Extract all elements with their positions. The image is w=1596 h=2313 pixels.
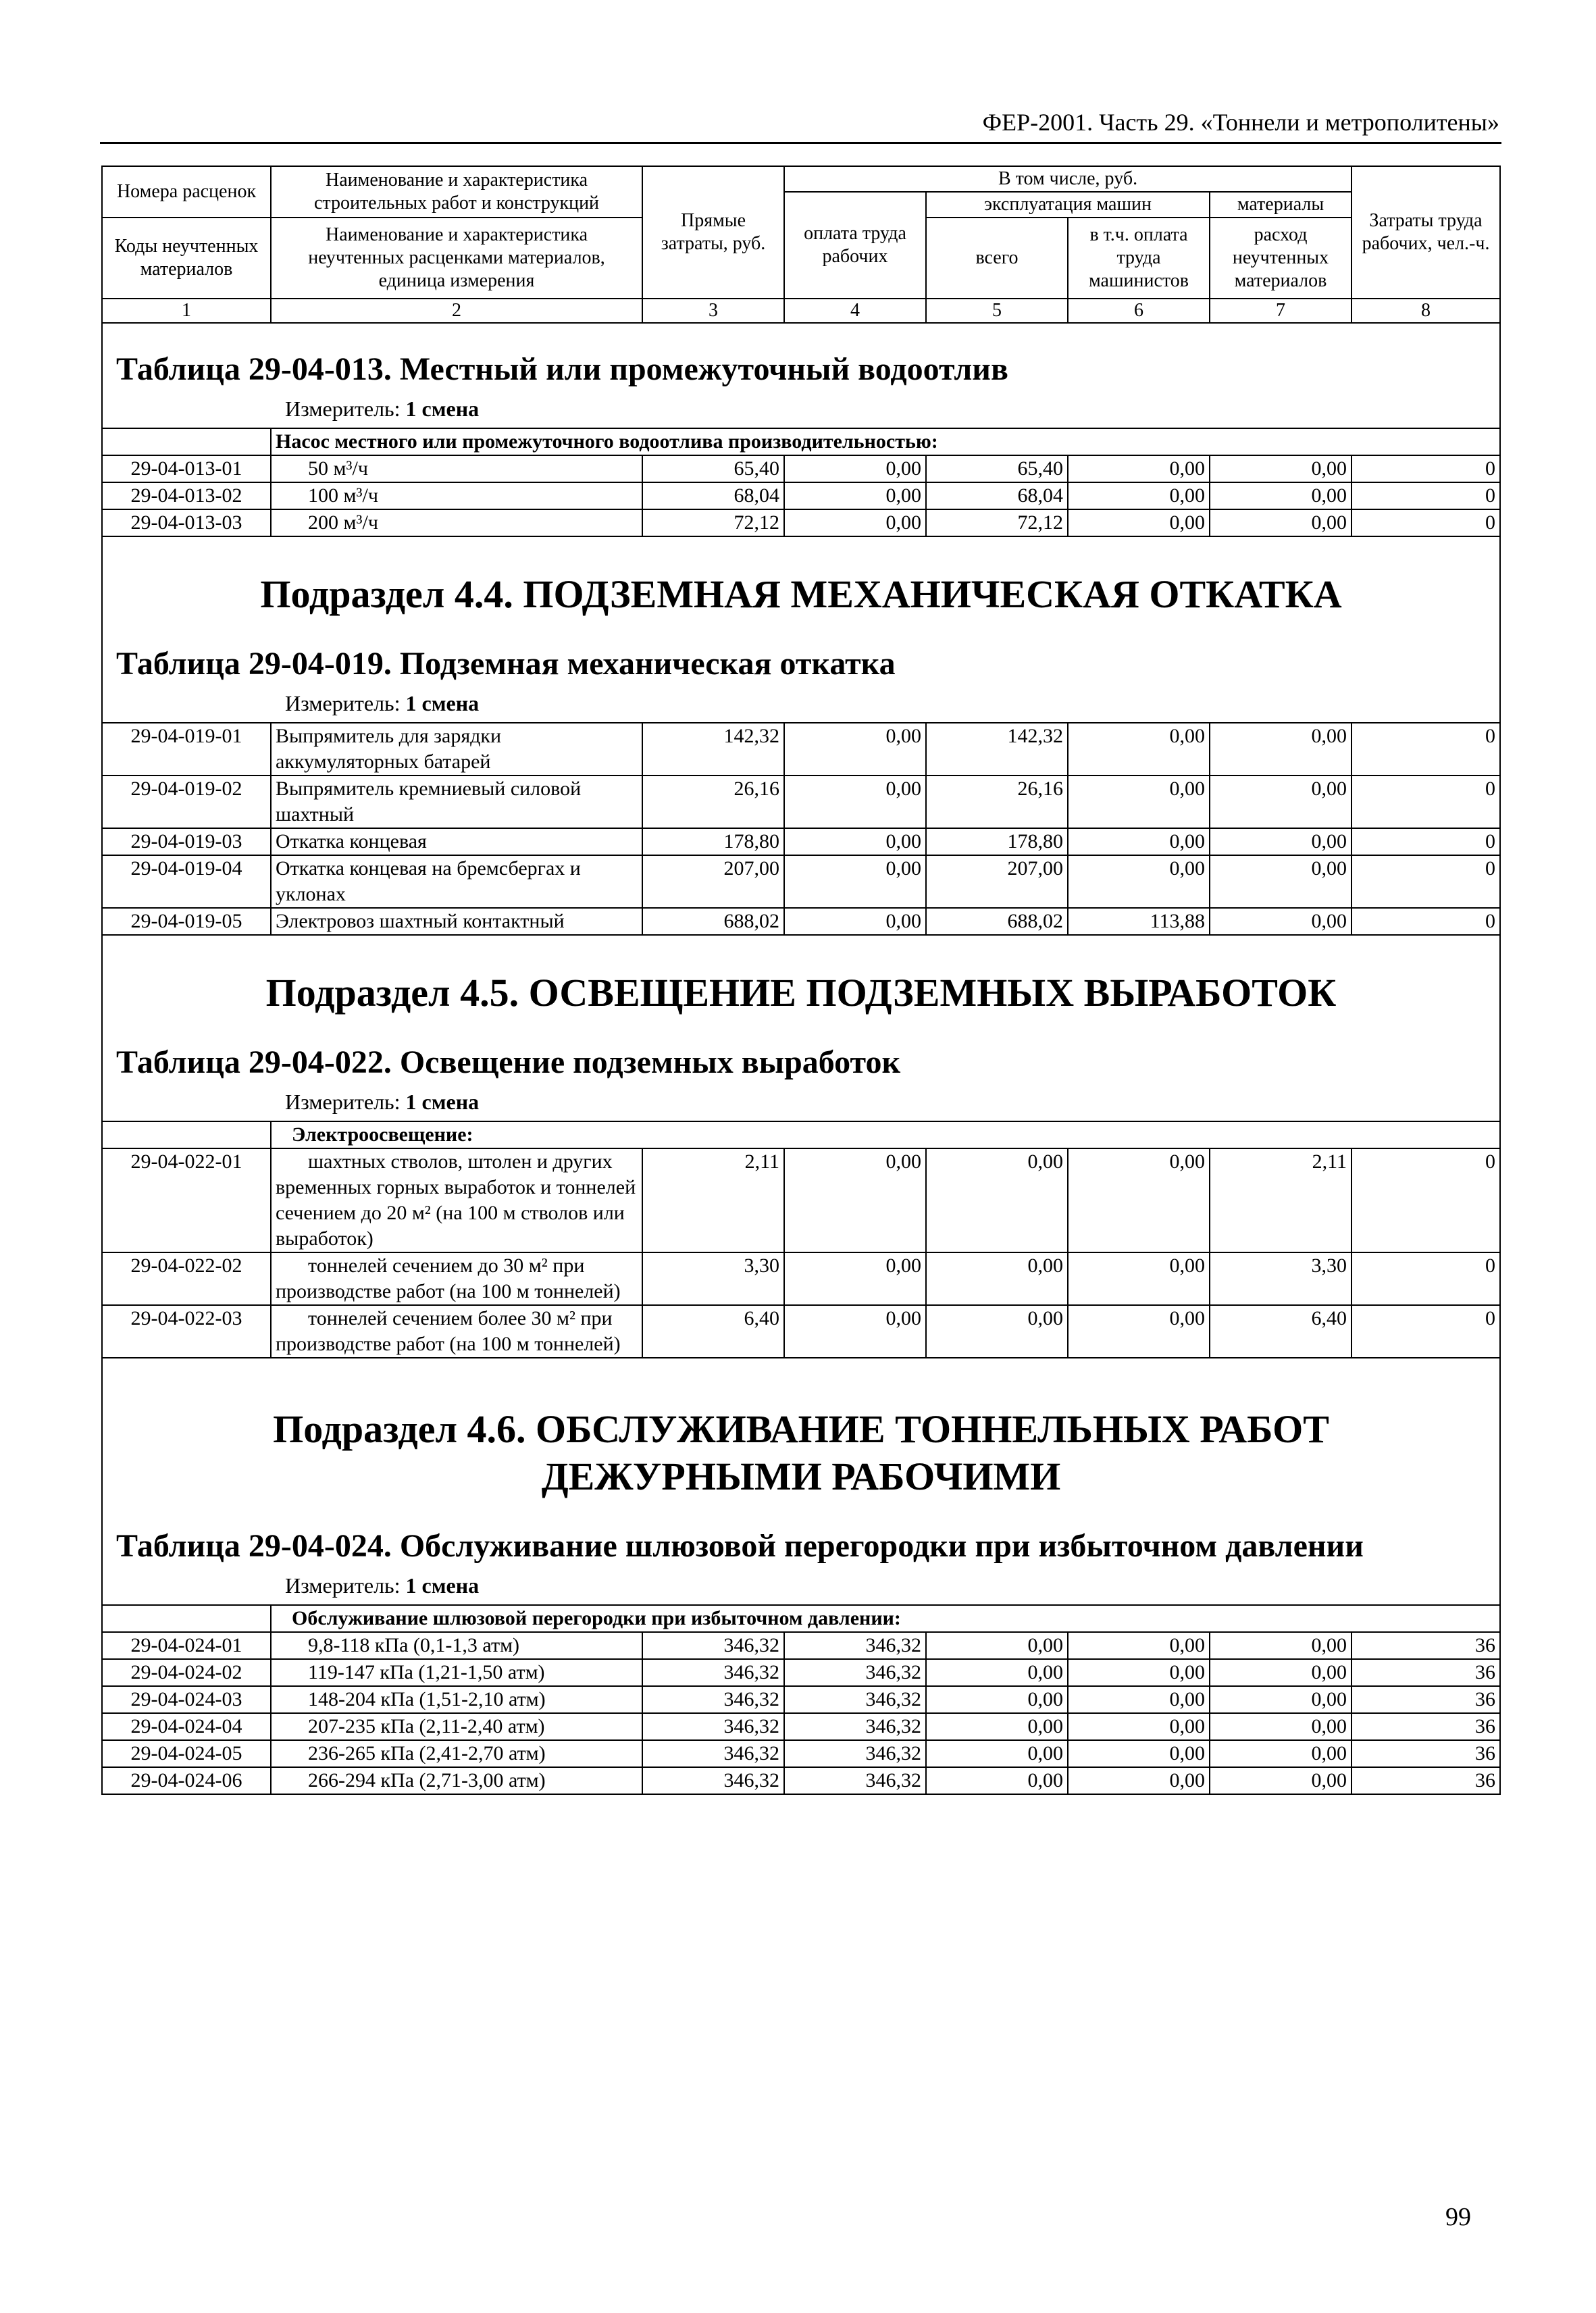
machines-total: 68,04	[926, 482, 1068, 509]
table-row	[102, 908, 1500, 935]
labor-cost: 36	[1352, 1767, 1500, 1794]
labor-cost: 0	[1352, 1305, 1500, 1358]
labor-pay: 0,00	[784, 1305, 926, 1358]
machines-total: 26,16	[926, 776, 1068, 828]
machines-total: 207,00	[926, 855, 1068, 908]
labor-cost: 36	[1352, 1686, 1500, 1713]
machines-total: 0,00	[926, 1767, 1068, 1794]
measure-line	[103, 683, 1499, 722]
materials: 0,00	[1210, 855, 1352, 908]
machinists-pay: 0,00	[1068, 509, 1210, 536]
rate-name: 50 м³/ч	[271, 455, 642, 482]
materials: 0,00	[1210, 723, 1352, 776]
materials: 3,30	[1210, 1252, 1352, 1305]
rate-name: 266-294 кПа (2,71-3,00 атм)	[271, 1767, 642, 1794]
direct-costs: 688,02	[642, 908, 784, 935]
header-machines: эксплуатация машин	[926, 192, 1210, 218]
table-title: Таблица 29-04-013. Местный или промежуточный водоотлив	[116, 351, 1008, 387]
machinists-pay: 0,00	[1068, 1686, 1210, 1713]
measure-label: Измеритель:	[285, 691, 401, 715]
group-heading: Насос местного или промежуточного водоотлива производительностью:	[271, 428, 1500, 455]
labor-cost: 36	[1352, 1713, 1500, 1740]
table-row	[102, 509, 1500, 536]
labor-pay: 0,00	[784, 776, 926, 828]
table-row	[102, 1713, 1500, 1740]
labor-cost: 0	[1352, 908, 1500, 935]
materials: 0,00	[1210, 509, 1352, 536]
materials: 0,00	[1210, 828, 1352, 855]
rate-code: 29-04-024-06	[102, 1767, 271, 1794]
rate-name: 119-147 кПа (1,21-1,50 атм)	[271, 1659, 642, 1686]
machines-total: 178,80	[926, 828, 1068, 855]
direct-costs: 65,40	[642, 455, 784, 482]
rate-code: 29-04-019-02	[102, 776, 271, 828]
rate-code: 29-04-013-03	[102, 509, 271, 536]
page-content	[101, 166, 1499, 1795]
rate-code: 29-04-022-01	[102, 1148, 271, 1252]
header-rule	[100, 142, 1501, 144]
machinists-pay: 0,00	[1068, 723, 1210, 776]
table-title: Таблица 29-04-022. Освещение подземных выработок	[116, 1044, 901, 1080]
machines-total: 0,00	[926, 1659, 1068, 1686]
labor-pay: 0,00	[784, 855, 926, 908]
labor-cost: 0	[1352, 1252, 1500, 1305]
machinists-pay: 0,00	[1068, 828, 1210, 855]
header-labor-cost: Затраты труда рабочих, чел.-ч.	[1352, 166, 1500, 299]
table-title: Таблица 29-04-024. Обслуживание шлюзовой перегородки при избыточном давлении	[116, 1528, 1364, 1564]
rate-code: 29-04-019-05	[102, 908, 271, 935]
subsection-title: Подраздел 4.6. ОБСЛУЖИВАНИЕ ТОННЕЛЬНЫХ РАБОТ ДЕЖУРНЫМИ РАБОЧИМИ	[273, 1407, 1329, 1498]
table-row	[102, 1632, 1500, 1659]
rate-name: Откатка концевая	[271, 828, 642, 855]
labor-cost: 0	[1352, 455, 1500, 482]
direct-costs: 2,11	[642, 1148, 784, 1252]
labor-pay: 0,00	[784, 509, 926, 536]
direct-costs: 6,40	[642, 1305, 784, 1358]
direct-costs: 72,12	[642, 509, 784, 536]
machinists-pay: 113,88	[1068, 908, 1210, 935]
table-row	[102, 1252, 1500, 1305]
labor-pay: 0,00	[784, 1252, 926, 1305]
table-row	[102, 1659, 1500, 1686]
machines-total: 142,32	[926, 723, 1068, 776]
rate-name: 148-204 кПа (1,51-2,10 атм)	[271, 1686, 642, 1713]
rate-name: 207-235 кПа (2,11-2,40 атм)	[271, 1713, 642, 1740]
materials: 0,00	[1210, 455, 1352, 482]
labor-pay: 0,00	[784, 723, 926, 776]
table-row	[102, 1305, 1500, 1358]
table-29-04-024	[102, 1358, 1500, 1794]
machinists-pay: 0,00	[1068, 482, 1210, 509]
table-29-04-022	[102, 935, 1500, 1358]
page-number: 99	[1445, 2203, 1471, 2231]
materials: 0,00	[1210, 482, 1352, 509]
direct-costs: 207,00	[642, 855, 784, 908]
materials: 0,00	[1210, 1713, 1352, 1740]
rate-code: 29-04-013-02	[102, 482, 271, 509]
measure-line	[103, 1082, 1499, 1121]
col-number: 6	[1068, 299, 1210, 323]
machinists-pay: 0,00	[1068, 855, 1210, 908]
header-material-codes: Коды неучтенных материалов	[102, 218, 271, 299]
measure-value: 1 смена	[405, 397, 480, 421]
table-row	[102, 1148, 1500, 1252]
direct-costs: 346,32	[642, 1767, 784, 1794]
materials: 6,40	[1210, 1305, 1352, 1358]
machinists-pay: 0,00	[1068, 1632, 1210, 1659]
subsection-title: Подраздел 4.4. ПОДЗЕМНАЯ МЕХАНИЧЕСКАЯ ОТКАТКА	[260, 572, 1342, 616]
labor-cost: 0	[1352, 723, 1500, 776]
materials: 0,00	[1210, 1632, 1352, 1659]
materials: 2,11	[1210, 1148, 1352, 1252]
machinists-pay: 0,00	[1068, 1148, 1210, 1252]
measure-line	[103, 388, 1499, 428]
measure-line	[103, 1565, 1499, 1604]
machines-total: 0,00	[926, 1713, 1068, 1740]
table-row	[102, 776, 1500, 828]
direct-costs: 346,32	[642, 1632, 784, 1659]
materials: 0,00	[1210, 908, 1352, 935]
measure-value: 1 смена	[405, 1090, 480, 1114]
rate-name: 100 м³/ч	[271, 482, 642, 509]
machinists-pay: 0,00	[1068, 1305, 1210, 1358]
direct-costs: 346,32	[642, 1740, 784, 1767]
header-materials: материалы	[1210, 192, 1352, 218]
table-header	[102, 166, 1500, 323]
rate-name: шахтных стволов, штолен и других временных горных выработок и тоннелей сечением до 20 м² (на 100 м стволов или выработок)	[271, 1148, 642, 1252]
labor-pay: 0,00	[784, 455, 926, 482]
materials: 0,00	[1210, 1767, 1352, 1794]
subsection-title: Подраздел 4.5. ОСВЕЩЕНИЕ ПОДЗЕМНЫХ ВЫРАБОТОК	[265, 971, 1337, 1015]
direct-costs: 68,04	[642, 482, 784, 509]
rate-code: 29-04-024-05	[102, 1740, 271, 1767]
header-machinists-pay: в т.ч. оплата труда машинистов	[1068, 218, 1210, 299]
rate-name: 9,8-118 кПа (0,1-1,3 атм)	[271, 1632, 642, 1659]
header-machines-total: всего	[926, 218, 1068, 299]
labor-pay: 346,32	[784, 1713, 926, 1740]
machines-total: 0,00	[926, 1632, 1068, 1659]
labor-cost: 0	[1352, 776, 1500, 828]
header-direct-costs: Прямые затраты, руб.	[642, 166, 784, 299]
col-number: 1	[102, 299, 271, 323]
labor-pay: 0,00	[784, 1148, 926, 1252]
machinists-pay: 0,00	[1068, 1767, 1210, 1794]
rate-code: 29-04-024-01	[102, 1632, 271, 1659]
rate-code: 29-04-019-01	[102, 723, 271, 776]
machinists-pay: 0,00	[1068, 1252, 1210, 1305]
header-material-names: Наименование и характеристика неучтенных расценками материалов, единица измерения	[271, 218, 642, 299]
direct-costs: 142,32	[642, 723, 784, 776]
table-row	[102, 723, 1500, 776]
materials: 0,00	[1210, 1740, 1352, 1767]
labor-cost: 36	[1352, 1632, 1500, 1659]
rate-code: 29-04-019-03	[102, 828, 271, 855]
col-number: 7	[1210, 299, 1352, 323]
rate-name: Выпрямитель кремниевый силовой шахтный	[271, 776, 642, 828]
materials: 0,00	[1210, 1659, 1352, 1686]
labor-cost: 0	[1352, 828, 1500, 855]
direct-costs: 346,32	[642, 1686, 784, 1713]
machinists-pay: 0,00	[1068, 776, 1210, 828]
machines-total: 0,00	[926, 1740, 1068, 1767]
header-including: В том числе, руб.	[784, 166, 1352, 192]
measure-value: 1 смена	[405, 1573, 480, 1598]
direct-costs: 178,80	[642, 828, 784, 855]
machines-total: 0,00	[926, 1148, 1068, 1252]
rate-name: 236-265 кПа (2,41-2,70 атм)	[271, 1740, 642, 1767]
machines-total: 0,00	[926, 1305, 1068, 1358]
labor-cost: 0	[1352, 855, 1500, 908]
machines-total: 65,40	[926, 455, 1068, 482]
labor-pay: 346,32	[784, 1740, 926, 1767]
col-number: 5	[926, 299, 1068, 323]
labor-pay: 0,00	[784, 482, 926, 509]
machines-total: 72,12	[926, 509, 1068, 536]
labor-cost: 36	[1352, 1740, 1500, 1767]
materials: 0,00	[1210, 776, 1352, 828]
header-materials-usage: расход неучтенных материалов	[1210, 218, 1352, 299]
measure-label: Измеритель:	[285, 1573, 401, 1598]
table-29-04-019	[102, 536, 1500, 935]
table-title: Таблица 29-04-019. Подземная механическая откатка	[116, 646, 896, 682]
table-row	[102, 482, 1500, 509]
running-header: ФЕР-2001. Часть 29. «Тоннели и метрополитены»	[982, 109, 1499, 136]
direct-costs: 346,32	[642, 1659, 784, 1686]
col-number: 8	[1352, 299, 1500, 323]
col-number: 2	[271, 299, 642, 323]
direct-costs: 26,16	[642, 776, 784, 828]
rate-name: Выпрямитель для зарядки аккумуляторных батарей	[271, 723, 642, 776]
direct-costs: 3,30	[642, 1252, 784, 1305]
rates-table	[101, 166, 1501, 1795]
labor-pay: 346,32	[784, 1659, 926, 1686]
table-row	[102, 455, 1500, 482]
direct-costs: 346,32	[642, 1713, 784, 1740]
labor-pay: 346,32	[784, 1632, 926, 1659]
rate-code: 29-04-013-01	[102, 455, 271, 482]
labor-cost: 0	[1352, 482, 1500, 509]
group-heading: Обслуживание шлюзовой перегородки при избыточном давлении:	[271, 1605, 1500, 1632]
col-number: 4	[784, 299, 926, 323]
machines-total: 0,00	[926, 1686, 1068, 1713]
labor-cost: 0	[1352, 1148, 1500, 1252]
table-row	[102, 1740, 1500, 1767]
machinists-pay: 0,00	[1068, 1713, 1210, 1740]
machines-total: 688,02	[926, 908, 1068, 935]
header-rate-numbers: Номера расценок	[102, 166, 271, 218]
rate-code: 29-04-024-02	[102, 1659, 271, 1686]
rate-code: 29-04-022-02	[102, 1252, 271, 1305]
rate-code: 29-04-024-03	[102, 1686, 271, 1713]
table-row	[102, 1767, 1500, 1794]
table-row	[102, 855, 1500, 908]
materials: 0,00	[1210, 1686, 1352, 1713]
machinists-pay: 0,00	[1068, 1659, 1210, 1686]
rate-code: 29-04-022-03	[102, 1305, 271, 1358]
rate-name: 200 м³/ч	[271, 509, 642, 536]
table-row	[102, 1686, 1500, 1713]
labor-pay: 346,32	[784, 1767, 926, 1794]
labor-pay: 346,32	[784, 1686, 926, 1713]
measure-label: Измеритель:	[285, 397, 401, 421]
rate-name: тоннелей сечением до 30 м² при производстве работ (на 100 м тоннелей)	[271, 1252, 642, 1305]
measure-label: Измеритель:	[285, 1090, 401, 1114]
rate-code: 29-04-024-04	[102, 1713, 271, 1740]
labor-cost: 36	[1352, 1659, 1500, 1686]
rate-name: Электровоз шахтный контактный	[271, 908, 642, 935]
header-labor-pay: оплата труда рабочих	[784, 192, 926, 299]
rate-name: Откатка концевая на бремсбергах и уклонах	[271, 855, 642, 908]
labor-pay: 0,00	[784, 908, 926, 935]
labor-cost: 0	[1352, 509, 1500, 536]
group-heading: Электроосвещение:	[271, 1121, 1500, 1148]
machinists-pay: 0,00	[1068, 455, 1210, 482]
labor-pay: 0,00	[784, 828, 926, 855]
rate-code: 29-04-019-04	[102, 855, 271, 908]
rate-name: тоннелей сечением более 30 м² при производстве работ (на 100 м тоннелей)	[271, 1305, 642, 1358]
col-number: 3	[642, 299, 784, 323]
table-29-04-013	[102, 323, 1500, 536]
machinists-pay: 0,00	[1068, 1740, 1210, 1767]
measure-value: 1 смена	[405, 691, 480, 715]
table-row	[102, 828, 1500, 855]
header-work-name: Наименование и характеристика строительных работ и конструкций	[271, 166, 642, 218]
machines-total: 0,00	[926, 1252, 1068, 1305]
